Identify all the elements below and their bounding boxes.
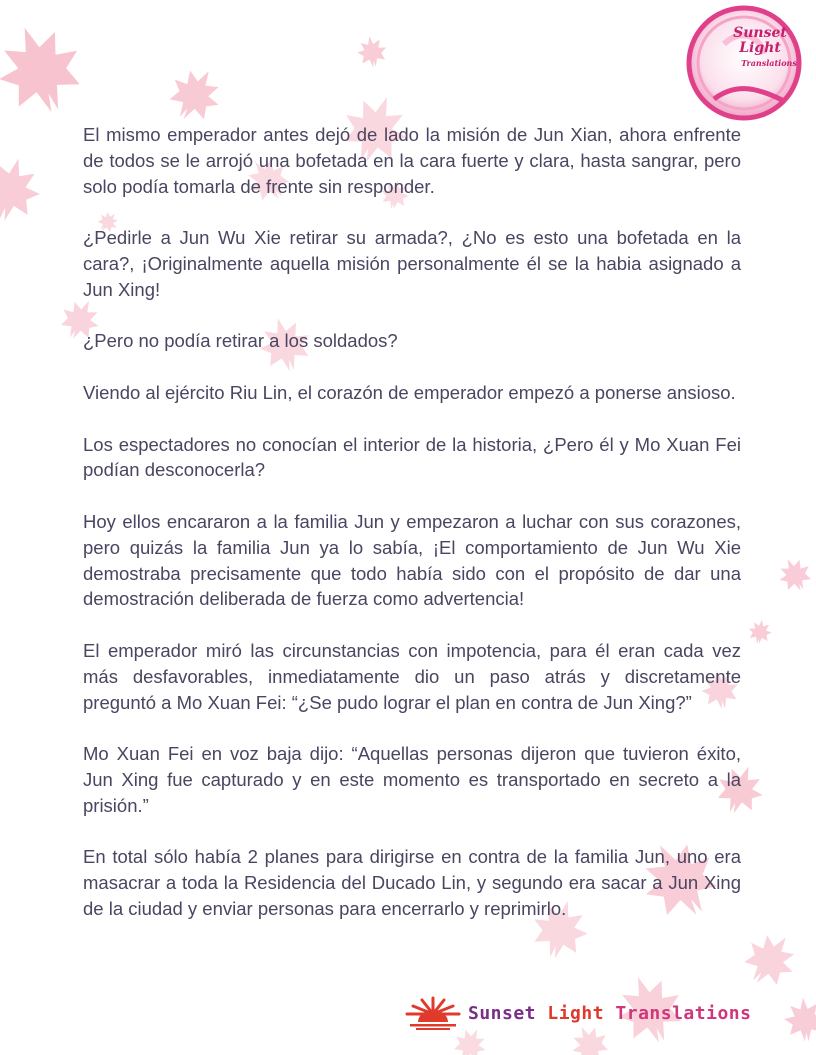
sunset-light-logo: [684, 4, 804, 122]
sunset-icon: [404, 996, 462, 1030]
paragraph: Viendo al ejército Riu Lin, el corazón de emperador empezó a ponerse ansioso.: [83, 381, 736, 403]
logo-text-sunset: Sunset: [733, 25, 787, 41]
paragraph: El mismo emperador antes dejó de lado la misión de Jun Xian, ahora enfrente de todos se le arrojó una bofetada en la cara fuerte y clara, hasta sangrar, pero solo podía tomarla de frente sin responder.: [83, 124, 741, 197]
paragraph: ¿Pedirle a Jun Wu Xie retirar su armada?, ¿No es esto una bofetada en la cara?, ¡Originalmente aquella misión personalmente él se la habia asignado a Jun Xing!: [83, 227, 741, 300]
footer-logo: [404, 993, 752, 1033]
paragraph: ¿Pero no podía retirar a los soldados?: [83, 330, 398, 352]
logo-text-light: Light: [739, 40, 781, 56]
paragraph: El emperador miró las circunstancias con impotencia, para él eran cada vez más desfavorables, inmediatamente dio un paso atrás y discretamente preguntó a Mo Xuan Fei: “¿Se pudo lograr el plan en contra de Jun Xing?”: [83, 639, 741, 713]
paragraph: En total sólo había 2 planes para dirigirse en contra de la familia Jun, uno era masacrar a toda la Residencia del Ducado Lin, y segundo era sacar a Jun Xing de la ciudad y enviar personas para encerrarlo y reprimirlo.: [83, 846, 741, 919]
paragraph: Hoy ellos encararon a la familia Jun y empezaron a luchar con sus corazones, pero quizás la familia Jun ya lo sabía, ¡El comportamiento de Jun Wu Xie demostraba precisamente que todo había sido con el propósito de dar una demostración deliberada de fuerza como advertencia!: [83, 510, 741, 610]
footer-word-translations: Translations: [615, 1002, 752, 1024]
footer-word-sunset: Sunset: [468, 1002, 537, 1024]
paragraph: Los espectadores no conocían el interior de la historia, ¿Pero él y Mo Xuan Fei podían desconocerla?: [83, 433, 741, 481]
logo-text-translations: Translations: [741, 58, 797, 68]
document-body: [83, 122, 741, 948]
paragraph: Mo Xuan Fei en voz baja dijo: “Aquellas personas dijeron que tuvieron éxito, Jun Xing fue capturado y en este momento es transportado en secreto a la prisión.”: [83, 743, 741, 816]
footer-word-light: Light: [547, 1002, 605, 1024]
